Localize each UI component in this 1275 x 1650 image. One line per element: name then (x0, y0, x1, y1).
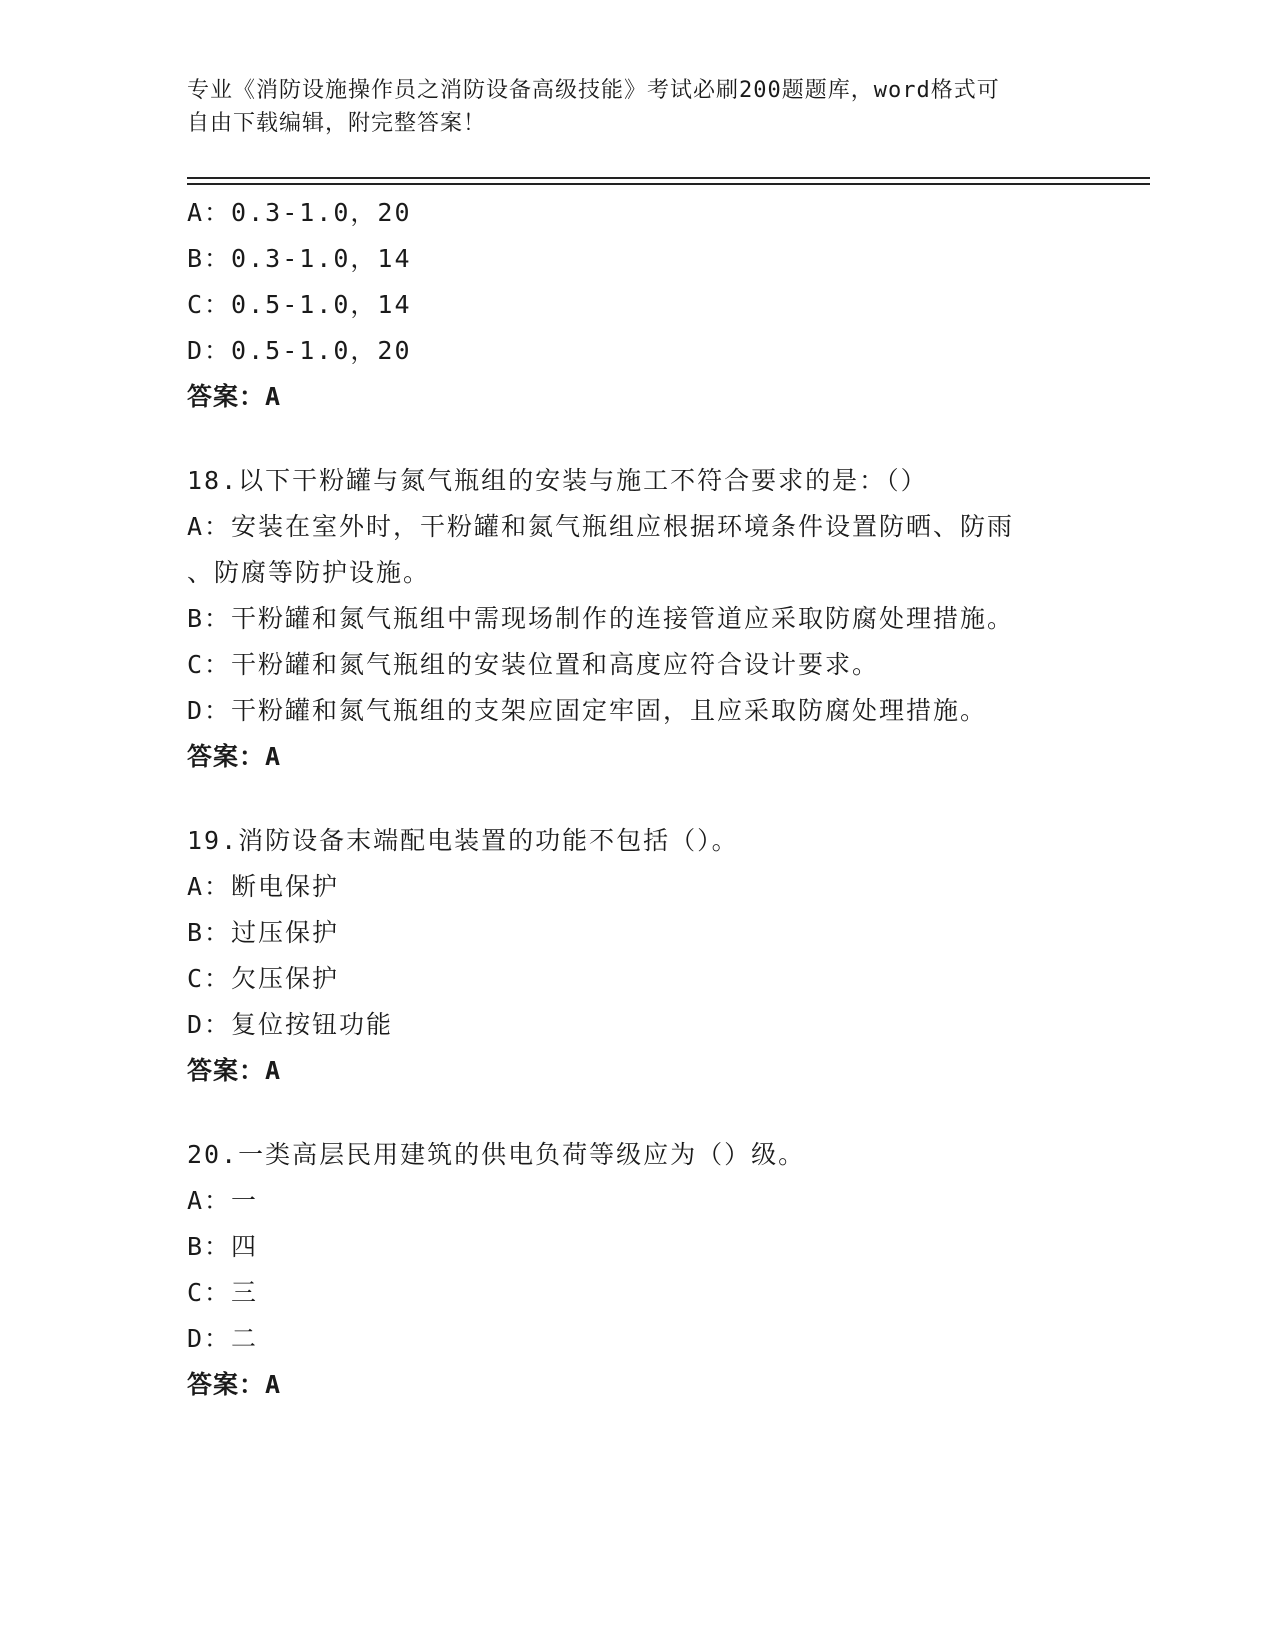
header-line-2: 自由下载编辑，附完整答案！ (187, 111, 487, 136)
option-b: B：0.3-1.0，14 (187, 244, 412, 273)
option-b: B：四 (187, 1232, 259, 1261)
option-d: D：0.5-1.0，20 (187, 336, 412, 365)
question-18 (187, 458, 1087, 780)
header-rule-bottom (187, 183, 1150, 185)
option-a: A：断电保护 (187, 872, 340, 901)
answer-line: 答案：A (187, 742, 282, 771)
option-a: A：0.3-1.0，20 (187, 198, 412, 227)
answer-line: 答案：A (187, 1370, 282, 1399)
question-19 (187, 818, 1087, 1094)
option-a: A：一 (187, 1186, 259, 1215)
question-title: 18.以下干粉罐与氮气瓶组的安装与施工不符合要求的是：（） (187, 466, 928, 495)
option-a-continued: 、防腐等防护设施。 (187, 558, 431, 587)
option-c: C：三 (187, 1278, 259, 1307)
option-c: C：欠压保护 (187, 964, 340, 993)
option-a: A：安装在室外时，干粉罐和氮气瓶组应根据环境条件设置防晒、防雨 (187, 512, 1015, 541)
option-d: D：干粉罐和氮气瓶组的支架应固定牢固，且应采取防腐处理措施。 (187, 696, 988, 725)
option-d: D：复位按钮功能 (187, 1010, 394, 1039)
option-b: B：过压保护 (187, 918, 340, 947)
header-line-1: 专业《消防设施操作员之消防设备高级技能》考试必刷200题题库，word格式可 (187, 78, 1000, 103)
header-rule-top (187, 177, 1150, 179)
document-header (187, 74, 1067, 140)
answer-line: 答案：A (187, 382, 282, 411)
question-list (187, 190, 1087, 1408)
option-c: C：干粉罐和氮气瓶组的安装位置和高度应符合设计要求。 (187, 650, 880, 679)
option-d: D：二 (187, 1324, 259, 1353)
question-title: 19.消防设备末端配电装置的功能不包括（）。 (187, 826, 739, 855)
question-20 (187, 1132, 1087, 1408)
option-c: C：0.5-1.0，14 (187, 290, 412, 319)
answer-line: 答案：A (187, 1056, 282, 1085)
question-17-continuation (187, 190, 1087, 420)
option-b: B：干粉罐和氮气瓶组中需现场制作的连接管道应采取防腐处理措施。 (187, 604, 1015, 633)
question-title: 20.一类高层民用建筑的供电负荷等级应为（）级。 (187, 1140, 806, 1169)
